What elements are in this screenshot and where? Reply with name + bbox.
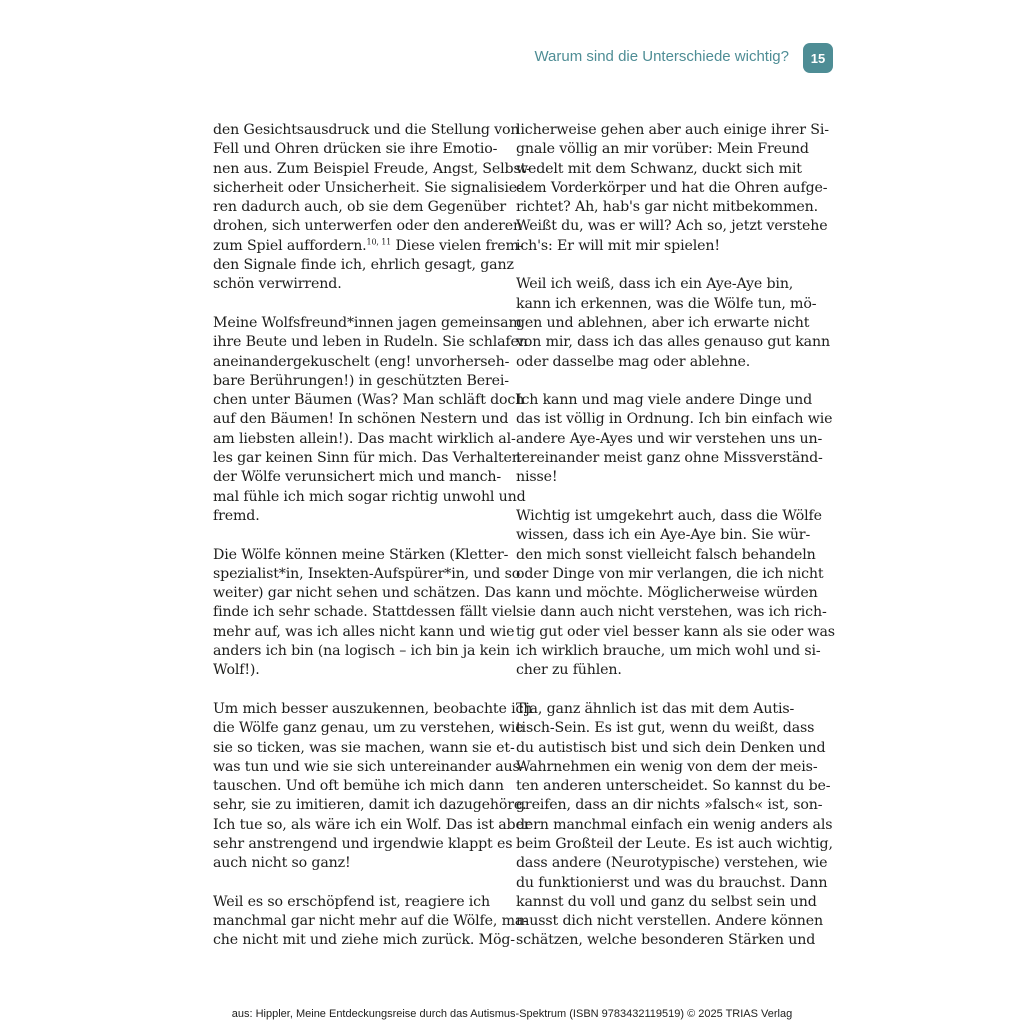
paragraph: [213, 893, 528, 951]
running-title: Warum sind die Unterschiede wichtig?: [534, 48, 789, 65]
text-line: Ich tue so, als wäre ich ein Wolf. Das ist aber: [213, 816, 531, 833]
text-line: sehr anstrengend und irgendwie klappt es: [213, 835, 513, 852]
text-line: Weil es so erschöpfend ist, reagiere ich: [213, 893, 490, 910]
text-line: beim Großteil der Leute. Es ist auch wichtig,: [516, 835, 833, 852]
text-line: andere Aye-Ayes und wir verstehen uns un-: [516, 430, 823, 447]
text-line: greifen, dass an dir nichts »falsch« ist, son-: [516, 797, 823, 814]
paragraph: [516, 121, 829, 256]
text-line: Weil ich weiß, dass ich ein Aye-Aye bin,: [516, 276, 794, 293]
page-number-badge: 15: [803, 43, 833, 73]
text-line: Ich kann und mag viele andere Dinge und: [516, 392, 813, 409]
text-line: Tja, ganz ähnlich ist das mit dem Autis-: [516, 700, 795, 717]
text-line: das ist völlig in Ordnung. Ich bin einfach wie: [516, 411, 833, 428]
paragraph: [516, 391, 833, 487]
text-line: licherweise gehen aber auch einige ihrer Si-: [516, 122, 829, 138]
text-line: schön verwirrend.: [213, 276, 342, 293]
text-line: aneinandergekuschelt (eng! unvorherseh-: [213, 353, 510, 370]
text-line: oder Dinge von mir verlangen, die ich nicht: [516, 565, 824, 582]
text-line: kann und möchte. Möglicherweise würden: [516, 585, 818, 602]
paragraph: [213, 546, 521, 681]
text-line: [213, 237, 524, 256]
text-line: ren dadurch auch, ob sie dem Gegenüber: [213, 199, 506, 216]
text-line: dern manchmal einfach ein wenig anders als: [516, 816, 833, 833]
text-line: drohen, sich unterwerfen oder den anderen: [213, 218, 522, 235]
text-line: sicherheit oder Unsicherheit. Sie signalisie-: [213, 179, 522, 196]
text-line: bare Berührungen!) in geschützten Berei-: [213, 372, 509, 389]
text-line: gnale völlig an mir vorüber: Mein Freund: [516, 141, 809, 158]
text-line: Die Wölfe können meine Stärken (Kletter-: [213, 546, 509, 563]
text-line: die Wölfe ganz genau, um zu verstehen, wie: [213, 720, 524, 737]
text-line: manchmal gar nicht mehr auf die Wölfe, ma-: [213, 913, 528, 930]
text-line: den mich sonst vielleicht falsch behandeln: [516, 546, 816, 563]
text-line: oder dasselbe mag oder ablehne.: [516, 353, 751, 370]
footnote-reference: 10, 11: [366, 237, 392, 247]
text-line: fremd.: [213, 507, 260, 524]
text-line: chen unter Bäumen (Was? Man schläft doch: [213, 392, 525, 409]
text-line: Meine Wolfsfreund*innen jagen gemeinsam: [213, 314, 522, 331]
text-line: Wahrnehmen ein wenig von dem der meis-: [516, 758, 818, 775]
text-line: dem Vorderkörper und hat die Ohren aufge-: [516, 179, 828, 196]
text-line: schätzen, welche besonderen Stärken und: [516, 932, 816, 949]
text-line: tauschen. Und oft bemühe ich mich dann: [213, 778, 504, 795]
paragraph: [213, 314, 528, 526]
text-line: ich's: Er will mit mir spielen!: [516, 237, 720, 254]
paragraph: [213, 700, 533, 874]
text-line: musst dich nicht verstellen. Andere können: [516, 913, 823, 930]
text-line: du autistisch bist und sich dein Denken und: [516, 739, 826, 756]
text-line: von mir, dass ich das alles genauso gut kann: [516, 334, 830, 351]
text-line: tisch-Sein. Es ist gut, wenn du weißt, dass: [516, 720, 815, 737]
text-line: sie dann auch nicht verstehen, was ich rich-: [516, 604, 827, 621]
text-line: finde ich sehr schade. Stattdessen fällt viel: [213, 604, 517, 621]
text-line: der Wölfe verunsichert mich und manch-: [213, 469, 502, 486]
text-line: nisse!: [516, 469, 558, 486]
text-line: richtet? Ah, hab's gar nicht mitbekommen.: [516, 199, 818, 216]
text-line: mehr auf, was ich alles nicht kann und wie: [213, 623, 515, 640]
text-line: was tun und wie sie sich untereinander aus-: [213, 758, 525, 775]
text-line: les gar keinen Sinn für mich. Das Verhalten: [213, 450, 521, 467]
text-line: den Signale finde ich, ehrlich gesagt, ganz: [213, 257, 514, 274]
text-line: ten anderen unterscheidet. So kannst du be-: [516, 778, 831, 795]
text-fragment: Diese vielen frem-: [391, 237, 524, 254]
text-line: cher zu fühlen.: [516, 662, 622, 679]
text-line: Wichtig ist umgekehrt auch, dass die Wölfe: [516, 507, 822, 524]
text-line: sehr, sie zu imitieren, damit ich dazugehöre.: [213, 797, 527, 814]
text-line: tig gut oder viel besser kann als sie oder was: [516, 623, 835, 640]
text-line: Wolf!).: [213, 662, 260, 679]
text-line: den Gesichtsausdruck und die Stellung von: [213, 122, 520, 138]
text-line: wissen, dass ich ein Aye-Aye bin. Sie wür-: [516, 527, 811, 544]
paragraph: [516, 700, 833, 951]
text-line: tereinander meist ganz ohne Missverständ-: [516, 450, 823, 467]
text-line: weiter) gar nicht sehen und schätzen. Das: [213, 585, 512, 602]
text-line: anders ich bin (na logisch – ich bin ja kein: [213, 643, 510, 660]
text-line: Fell und Ohren drücken sie ihre Emotio-: [213, 141, 498, 158]
text-line: dass andere (Neurotypische) verstehen, wie: [516, 855, 828, 872]
text-line: Um mich besser auszukennen, beobachte ich: [213, 700, 533, 717]
text-line: mal fühle ich mich sogar richtig unwohl und: [213, 488, 526, 505]
text-line: nen aus. Zum Beispiel Freude, Angst, Selbst-: [213, 160, 531, 177]
text-line: Weißt du, was er will? Ach so, jetzt verstehe: [516, 218, 828, 235]
text-line: auf den Bäumen! In schönen Nestern und: [213, 411, 509, 428]
text-line: wedelt mit dem Schwanz, duckt sich mit: [516, 160, 802, 177]
source-citation: aus: Hippler, Meine Entdeckungsreise durch das Autismus-Spektrum (ISBN 9783432119519) © 2025 TRIAS Verlag: [231, 1008, 793, 1020]
text-fragment: zum Spiel auffordern.: [213, 237, 367, 254]
paragraph: [516, 275, 830, 371]
right-text-column: [516, 121, 835, 970]
text-line: che nicht mit und ziehe mich zurück. Mög-: [213, 932, 515, 949]
left-text-column: [213, 121, 533, 970]
text-line: am liebsten allein!). Das macht wirklich al-: [213, 430, 516, 447]
text-line: ihre Beute und leben in Rudeln. Sie schlafen: [213, 334, 528, 351]
paragraph: [213, 121, 531, 295]
text-line: sie so ticken, was sie machen, wann sie et-: [213, 739, 515, 756]
text-line: auch nicht so ganz!: [213, 855, 351, 872]
text-line: ich wirklich brauche, um mich wohl und si-: [516, 643, 821, 660]
text-line: kann ich erkennen, was die Wölfe tun, mö-: [516, 295, 817, 312]
text-line: kannst du voll und ganz du selbst sein und: [516, 893, 817, 910]
text-line: spezialist*in, Insekten-Aufspürer*in, und so: [213, 565, 521, 582]
paragraph: [516, 507, 835, 681]
text-line: du funktionierst und was du brauchst. Dann: [516, 874, 828, 891]
text-line: gen und ablehnen, aber ich erwarte nicht: [516, 314, 810, 331]
